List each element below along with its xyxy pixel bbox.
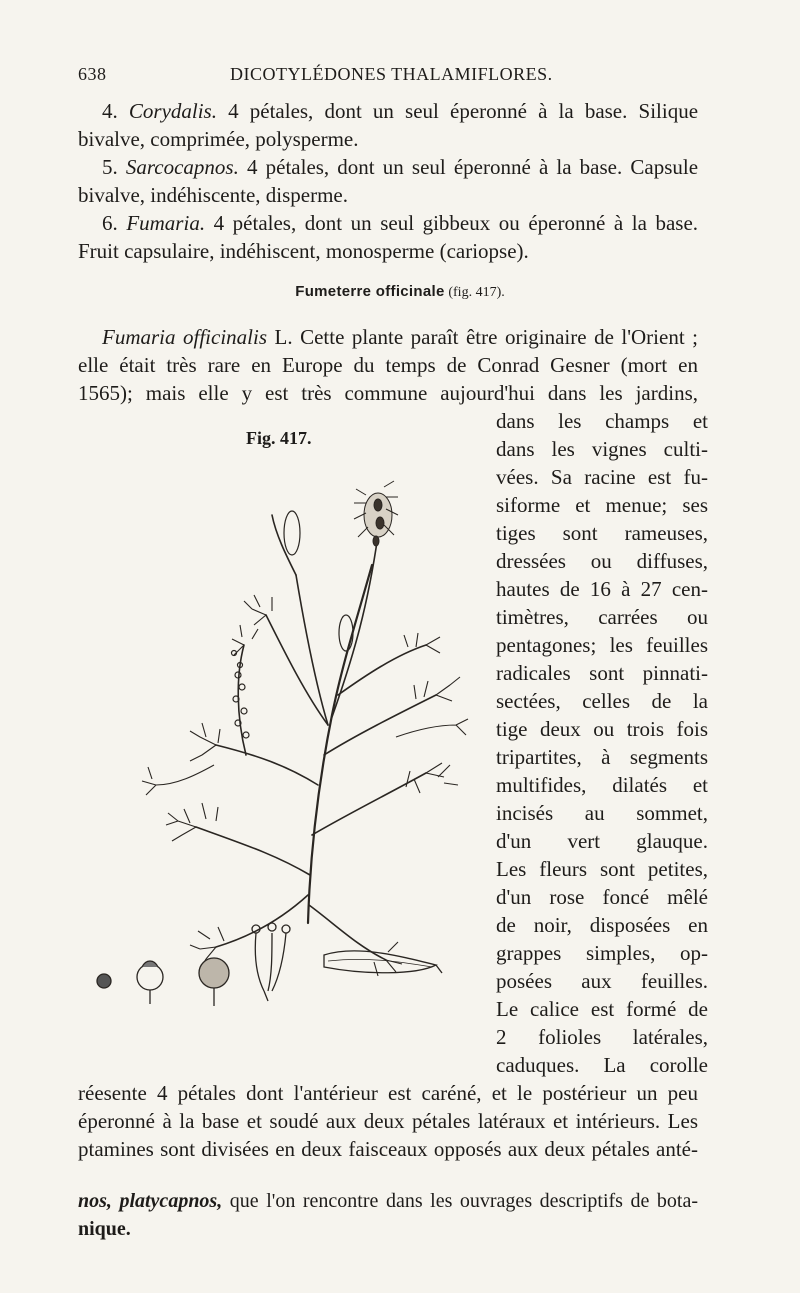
genus-number: 5.: [102, 155, 118, 179]
fumaria-plant-illustration: [96, 455, 492, 1015]
footnote-end: nique.: [78, 1218, 131, 1240]
column-line: incisés au sommet,: [496, 801, 708, 825]
column-line: de noir, disposées en: [496, 913, 708, 937]
genus-description-cont: bivalve, comprimée, polysperme.: [78, 127, 359, 151]
genus-name: Sarcocapnos.: [125, 155, 239, 179]
figure-reference: (fig. 417).: [448, 285, 505, 300]
paragraph-line: 1565); mais elle y est très commune aujourd'hui dans les jardins,: [78, 381, 698, 405]
column-line: Le calice est formé de: [496, 997, 708, 1021]
paragraph-line: ptamines sont divisées en deux faisceaux opposés aux deux pétales anté-: [78, 1137, 698, 1161]
column-line: grappes simples, op-: [496, 941, 708, 965]
genus-number: 6.: [102, 211, 118, 235]
genus-description: 4 pétales, dont un seul éperonné à la base. Capsule: [247, 155, 699, 179]
column-line: tiges sont rameuses,: [496, 521, 708, 545]
genus-entry-fumaria: [102, 209, 698, 237]
paragraph-line: réesente 4 pétales dont l'antérieur est caréné, et le postérieur un peu: [78, 1081, 698, 1105]
genus-number: 4.: [102, 99, 118, 123]
genus-description-cont: Fruit capsulaire, indéhiscent, monosperme (cariopse).: [78, 239, 529, 263]
column-line: caduques. La corolle: [496, 1053, 708, 1077]
genus-entry-corydalis: [102, 97, 698, 125]
footnote: [78, 1190, 698, 1213]
column-line: tige deux ou trois fois: [496, 717, 708, 741]
running-title: DICOTYLÉDONES THALAMIFLORES.: [230, 64, 553, 84]
genus-entry-sarcocapnos: [102, 153, 698, 181]
column-line: timètres, carrées ou: [496, 605, 708, 629]
genus-description: 4 pétales, dont un seul gibbeux ou éperonné à la base.: [213, 211, 699, 235]
column-line: dans les vignes culti-: [496, 437, 708, 461]
footnote-genera: nos, platycapnos,: [78, 1190, 223, 1212]
column-line: tripartites, à segments: [496, 745, 708, 769]
column-line: d'un rose foncé mêlé: [496, 885, 708, 909]
column-line: posées aux feuilles.: [496, 969, 708, 993]
column-line: siforme et menue; ses: [496, 493, 708, 517]
figure-label: Fig. 417.: [246, 428, 312, 448]
footnote-text: que l'on rencontre dans les ouvrages descriptifs de bota-: [222, 1190, 699, 1212]
paragraph-line: éperonné à la base et soudé aux deux pétales latéraux et intérieurs. Les: [78, 1109, 698, 1133]
section-heading: Fumeterre officinale: [295, 283, 445, 300]
page-number: 638: [78, 64, 107, 84]
section-title: [0, 283, 800, 301]
paragraph-line: Fumaria officinalis L. Cette plante paraît être originaire de l'Orient ;: [102, 325, 698, 349]
column-line: pentagones; les feuilles: [496, 633, 708, 657]
column-line: multifides, dilatés et: [496, 773, 708, 797]
genus-description: 4 pétales, dont un seul éperonné à la base. Silique: [228, 99, 699, 123]
column-line: d'un vert glauque.: [496, 829, 708, 853]
column-line: sectées, celles de la: [496, 689, 708, 713]
genus-name: Fumaria.: [126, 211, 206, 235]
genus-description-cont: bivalve, indéhiscente, disperme.: [78, 183, 348, 207]
species-name: Fumaria officinalis: [102, 325, 267, 349]
genus-name: Corydalis.: [128, 99, 217, 123]
column-line: Les fleurs sont petites,: [496, 857, 708, 881]
column-line: radicales sont pinnati-: [496, 661, 708, 685]
paragraph-line: elle était très rare en Europe du temps de Conrad Gesner (mort en: [78, 353, 698, 377]
column-line: 2 folioles latérales,: [496, 1025, 708, 1049]
column-line: dressées ou diffuses,: [496, 549, 708, 573]
column-line: vées. Sa racine est fu-: [496, 465, 708, 489]
column-line: hautes de 16 à 27 cen-: [496, 577, 708, 601]
column-line: dans les champs et: [496, 409, 708, 433]
